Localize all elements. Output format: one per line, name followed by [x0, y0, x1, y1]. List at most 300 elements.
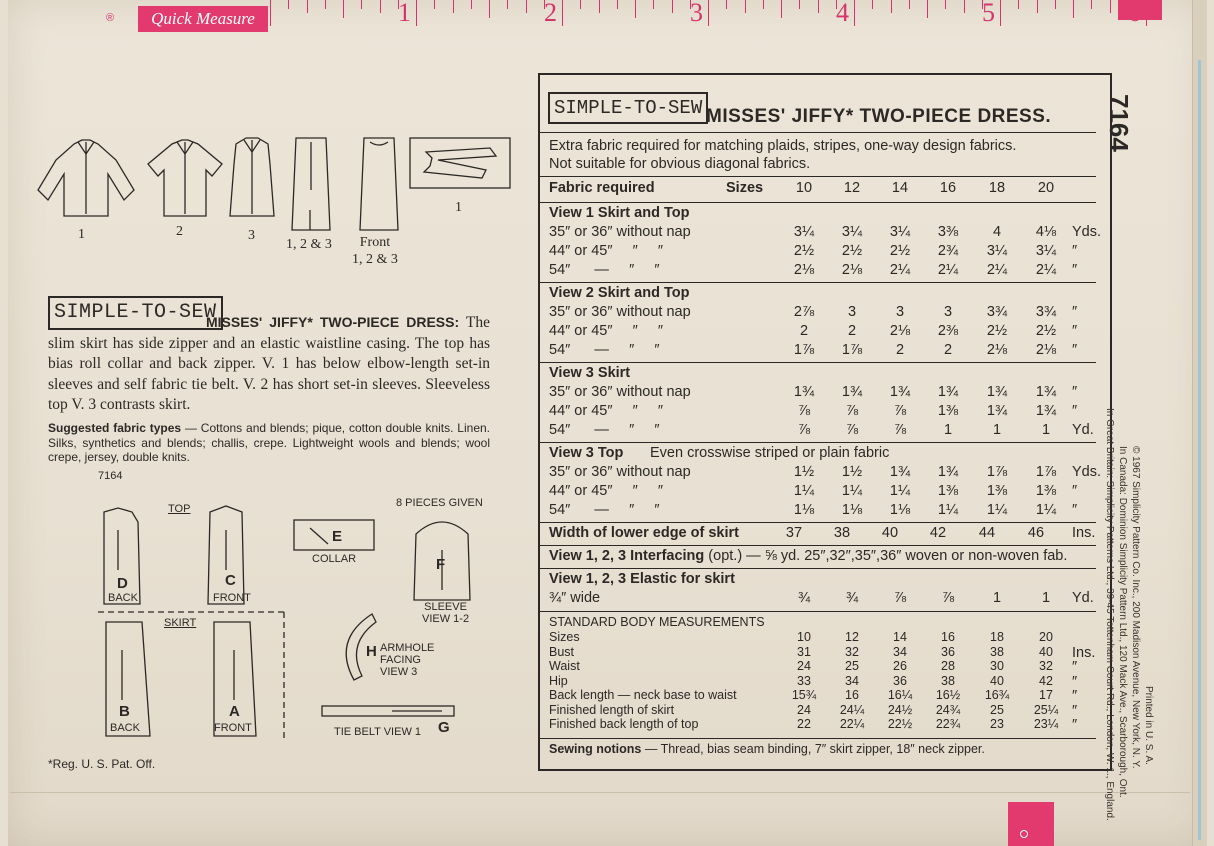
dress-description-text: The slim skirt has side zipper and an elastic waistline casing. The top has bias roll collar and back zipper. V. 1 has below elbow-length set-in sleeves and self fabric tie belt. V. 2 has short set-in sleeves. Sleeveless top V. 3 contrasts skirt.: [48, 314, 490, 413]
value-cell: 1: [1041, 422, 1051, 438]
value-cell: ⅞: [845, 422, 859, 438]
body-measurement-label: Bust: [549, 644, 575, 659]
ruler-tick: [872, 0, 873, 9]
value-cell: 1⅞: [793, 342, 815, 358]
fabric-width-label: 35″ or 36″ without nap: [549, 384, 691, 400]
value-cell: 2: [895, 342, 905, 358]
value-cell: ⅞: [893, 422, 907, 438]
value-cell: 2¼: [889, 262, 911, 278]
value-cell: 1½: [841, 464, 863, 480]
unit-label: ″: [1072, 502, 1078, 518]
envelope-tab-hole: [1020, 830, 1028, 838]
ruler-tick: [580, 0, 581, 9]
rule: [540, 568, 1096, 569]
size-header: 12: [843, 180, 861, 196]
ruler-tick: [891, 0, 892, 13]
value-cell: 1½: [793, 464, 815, 480]
value-cell: 1: [992, 422, 1002, 438]
fabric-width-label: 44″ or 45″ ″ ″: [549, 403, 664, 419]
piece-h-label: ARMHOLE FACING VIEW 3: [380, 642, 435, 678]
value-cell: 1¼: [986, 502, 1008, 518]
value-cell: 3¾: [986, 304, 1008, 320]
unit-label: ″: [1072, 717, 1078, 733]
elastic-value: ¾: [845, 590, 859, 606]
body-measurements-title: STANDARD BODY MEASUREMENTS: [549, 615, 765, 629]
value-cell: 2⅞: [793, 304, 815, 320]
unit-label: ″: [1072, 384, 1078, 400]
ruler-tick: [1037, 0, 1038, 13]
unit-label: ″: [1072, 659, 1078, 675]
value-cell: 14: [893, 630, 907, 644]
value-cell: 16¼: [887, 688, 913, 702]
unit-label: Yd.: [1072, 590, 1094, 606]
unit-label: Yds.: [1072, 224, 1102, 240]
value-cell: 16¾: [984, 688, 1010, 702]
value-cell: 2⅛: [1035, 342, 1057, 358]
value-cell: 2: [943, 342, 953, 358]
width-value: 38: [833, 525, 851, 541]
pattern-number: 7164: [1104, 94, 1134, 152]
fabric-width-label: 35″ or 36″ without nap: [549, 304, 691, 320]
value-cell: 2⅛: [889, 323, 911, 339]
value-cell: 3¼: [841, 224, 863, 240]
value-cell: 1¼: [841, 483, 863, 499]
ruler-number: 4: [836, 0, 849, 27]
ruler-tick: [818, 0, 819, 13]
simple-to-sew-badge-right: SIMPLE-TO-SEW: [548, 92, 708, 124]
garment-label-belt: 1: [455, 200, 462, 215]
garment-illustrations: [34, 130, 514, 270]
value-cell: 1⅜: [1035, 483, 1057, 499]
value-cell: 1¾: [841, 384, 863, 400]
value-cell: 3¾: [1035, 304, 1057, 320]
value-cell: 2½: [841, 243, 863, 259]
ruler-tick: [672, 0, 673, 13]
unit-label: ″: [1072, 688, 1078, 704]
sewing-notions-text: — Thread, bias seam binding, 7″ skirt zipper, 18″ neck zipper.: [641, 741, 985, 756]
ruler-tick: [453, 0, 454, 13]
value-cell: 10: [797, 630, 811, 644]
unit-label: ″: [1072, 403, 1078, 419]
value-cell: 1¼: [1035, 502, 1057, 518]
value-cell: 24: [797, 702, 811, 717]
body-measurement-label: Sizes: [549, 630, 580, 644]
ruler-tick: [799, 0, 800, 9]
value-cell: 2½: [986, 323, 1008, 339]
ruler-tick: [635, 0, 636, 18]
rule: [540, 611, 1096, 612]
body-measurement-label: Waist: [549, 659, 580, 673]
size-header: 10: [795, 180, 813, 196]
sewing-notions-label: Sewing notions: [549, 741, 642, 756]
ruler-tick: [526, 0, 527, 13]
rule: [540, 362, 1096, 363]
elastic-value: ⅞: [893, 590, 907, 606]
fold-line: [10, 792, 1190, 793]
piece-e-label: COLLAR: [312, 553, 357, 565]
value-cell: 1¾: [986, 384, 1008, 400]
ruler-tick: [909, 0, 910, 9]
ruler-label: Quick Measure: [138, 6, 268, 32]
ruler-tick: [1000, 0, 1001, 26]
value-cell: 16½: [935, 688, 961, 702]
value-cell: 33: [797, 673, 811, 688]
value-cell: 30: [990, 659, 1004, 673]
ruler-tick: [307, 0, 308, 13]
ruler-tick: [745, 0, 746, 13]
piece-a-label: FRONT: [214, 722, 252, 734]
skirt-section-label: SKIRT: [164, 617, 197, 629]
suggested-fabrics-text: — Cottons and blends; pique, cotton double knits. Linen. Silks, synthetics and blends; challis, crepe. Lightweight wools and blends; wool crepe, jersey, double knits.: [48, 421, 490, 464]
value-cell: 1¾: [889, 384, 911, 400]
ruler-number: 5: [982, 0, 995, 27]
pieces-given: 8 PIECES GIVEN: [396, 497, 483, 509]
unit-label: ″: [1072, 243, 1078, 259]
section-title: View 2 Skirt and Top: [549, 285, 690, 301]
ruler-tick: [361, 0, 362, 9]
ruler-registered-mark: ®: [106, 12, 115, 24]
value-cell: 4: [992, 224, 1002, 240]
printed-in-usa: Printed in U. S. A.: [1143, 686, 1154, 765]
suggested-fabrics: [48, 421, 490, 465]
value-cell: 31: [797, 644, 811, 659]
width-value: 40: [881, 525, 899, 541]
value-cell: 1⅛: [889, 502, 911, 518]
dress-description: [48, 312, 490, 416]
value-cell: 2⅜: [937, 323, 959, 339]
width-value: 46: [1027, 525, 1045, 541]
value-cell: 12: [845, 630, 859, 644]
value-cell: 38: [941, 673, 955, 688]
value-cell: 3: [943, 304, 953, 320]
piece-f-letter: F: [436, 556, 446, 573]
sizes-label: Sizes: [726, 180, 764, 196]
value-cell: 16: [845, 688, 859, 702]
piece-g-letter: G: [438, 719, 450, 736]
ruler-tick: [599, 0, 600, 13]
value-cell: 20: [1039, 630, 1053, 644]
fabric-width-label: 44″ or 45″ ″ ″: [549, 243, 664, 259]
width-value: 42: [929, 525, 947, 541]
view3-top-drawing: [230, 138, 274, 216]
value-cell: 36: [941, 644, 955, 659]
ruler-tick: [416, 0, 417, 26]
value-cell: 17: [1039, 688, 1053, 702]
value-cell: 24½: [887, 702, 913, 717]
ruler-tick: [726, 0, 727, 9]
value-cell: 40: [1039, 644, 1053, 659]
value-cell: 36: [893, 673, 907, 688]
view2-top-drawing: [148, 140, 222, 216]
value-cell: 2: [847, 323, 857, 339]
piece-b-letter: B: [119, 703, 130, 720]
value-cell: 1⅜: [986, 483, 1008, 499]
value-cell: 3¼: [1035, 243, 1057, 259]
fabric-width-label: 44″ or 45″ ″ ″: [549, 483, 664, 499]
ruler-tick: [343, 0, 344, 18]
value-cell: 1⅜: [937, 483, 959, 499]
ruler-tick: [653, 0, 654, 9]
value-cell: 1: [943, 422, 953, 438]
value-cell: 1¾: [1035, 384, 1057, 400]
fabric-width-label: 44″ or 45″ ″ ″: [549, 323, 664, 339]
dress-title-left: MISSES' JIFFY* TWO-PIECE DRESS:: [206, 314, 460, 330]
value-cell: 3: [847, 304, 857, 320]
piece-f-label: SLEEVE VIEW 1-2: [422, 601, 470, 625]
elastic-width-label: ¾″ wide: [549, 590, 601, 606]
ruler-tick: [1055, 0, 1056, 9]
value-cell: 1¾: [986, 403, 1008, 419]
value-cell: 23¼: [1033, 717, 1059, 731]
value-cell: 1¼: [793, 483, 815, 499]
piece-g-label: TIE BELT VIEW 1: [334, 726, 422, 738]
fabric-width-label: 35″ or 36″ without nap: [549, 224, 691, 240]
elastic-value: 1: [1041, 590, 1051, 606]
unit-label: ″: [1072, 323, 1078, 339]
value-cell: ⅞: [893, 403, 907, 419]
unit-label: ″: [1072, 342, 1078, 358]
value-cell: 3¼: [793, 224, 815, 240]
elastic-value: ¾: [797, 590, 811, 606]
note-diagonal: Not suitable for obvious diagonal fabrics.: [549, 156, 811, 172]
unit-label: Ins.: [1072, 525, 1096, 541]
value-cell: 1¾: [1035, 403, 1057, 419]
garment-label-skirt-front: Front 1, 2 & 3: [352, 235, 398, 267]
value-cell: 42: [1039, 673, 1053, 688]
value-cell: ⅞: [797, 422, 811, 438]
value-cell: 40: [990, 673, 1004, 688]
rule: [540, 522, 1096, 523]
skirt-back-drawing: [292, 138, 330, 230]
value-cell: 2¼: [1035, 262, 1057, 278]
value-cell: 24: [797, 659, 811, 673]
piece-d-letter: D: [117, 575, 128, 592]
value-cell: 24¾: [935, 702, 961, 717]
value-cell: 2½: [1035, 323, 1057, 339]
unit-label: Yd.: [1072, 422, 1094, 438]
value-cell: 25: [845, 659, 859, 673]
garment-label-2: 2: [176, 224, 183, 239]
unit-label: Yds.: [1072, 464, 1102, 480]
copyright-line-3: In Great Britain: Simplicity Patterns Ltd., 39-45 Tottenham Court Rd., London, W. 1., England.: [1104, 408, 1115, 821]
width-lower-edge-label: Width of lower edge of skirt: [549, 525, 739, 541]
elastic-value: ⅞: [941, 590, 955, 606]
value-cell: 18: [990, 630, 1004, 644]
body-measurement-label: Hip: [549, 673, 568, 688]
value-cell: 38: [990, 644, 1004, 659]
garment-label-skirt: 1, 2 & 3: [286, 237, 332, 252]
unit-label: ″: [1072, 673, 1078, 690]
value-cell: 1⅞: [986, 464, 1008, 480]
value-cell: 4⅛: [1035, 224, 1057, 240]
ruler-number: 2: [544, 0, 557, 27]
ruler-tick: [325, 0, 326, 9]
piece-h-letter: H: [366, 643, 377, 660]
piece-e-letter: E: [332, 528, 343, 545]
ruler-tick: [1091, 0, 1092, 9]
rule: [540, 132, 1096, 133]
piece-c-letter: C: [225, 572, 236, 589]
value-cell: 22¾: [935, 717, 961, 731]
elastic-value: 1: [992, 590, 1002, 606]
value-cell: 22¼: [839, 717, 865, 731]
piece-a-letter: A: [229, 703, 240, 720]
value-cell: 1⅞: [1035, 464, 1057, 480]
value-cell: 1¾: [937, 464, 959, 480]
value-cell: 1¾: [937, 384, 959, 400]
fabric-width-label: 54″ — ″ ″: [549, 262, 660, 278]
value-cell: 3: [895, 304, 905, 320]
body-measurement-label: Finished length of skirt: [549, 702, 675, 717]
value-cell: 2¼: [937, 262, 959, 278]
section-title: View 1 Skirt and Top: [549, 205, 690, 221]
ruler-tick: [288, 0, 289, 9]
section-title: View 3 Skirt: [549, 365, 631, 381]
ruler-tick: [562, 0, 563, 26]
width-value: 44: [978, 525, 996, 541]
value-cell: 24¼: [839, 702, 865, 717]
piece-b-label: BACK: [110, 722, 140, 734]
ruler-number: 3: [690, 0, 703, 27]
value-cell: 2½: [889, 243, 911, 259]
ruler-tick: [434, 0, 435, 9]
fabric-width-label: 54″ — ″ ″: [549, 422, 660, 438]
value-cell: 22½: [887, 717, 913, 731]
registered-note: *Reg. U. S. Pat. Off.: [48, 757, 156, 771]
piece-c-label: FRONT: [213, 592, 251, 604]
ruler-tick: [964, 0, 965, 13]
body-measurement-label: Back length — neck base to waist: [549, 688, 737, 702]
size-header: 18: [988, 180, 1006, 196]
value-cell: 32: [1039, 659, 1053, 673]
piece-d-label: BACK: [108, 592, 138, 604]
ruler-tick: [617, 0, 618, 9]
unit-label: ″: [1072, 702, 1078, 719]
value-cell: 2⅛: [986, 342, 1008, 358]
ruler-tick: [380, 0, 381, 13]
fabric-required-label: Fabric required: [549, 180, 655, 196]
ruler-tick: [763, 0, 764, 9]
fabric-width-label: 54″ — ″ ″: [549, 342, 660, 358]
ruler-tick: [945, 0, 946, 9]
value-cell: 28: [941, 659, 955, 673]
value-cell: 1¾: [793, 384, 815, 400]
value-cell: 25: [990, 702, 1004, 717]
note-matching-plaids: Extra fabric required for matching plaids, stripes, one-way design fabrics.: [549, 138, 1017, 154]
value-cell: 26: [893, 659, 907, 673]
fabric-width-label: 35″ or 36″ without nap: [549, 464, 691, 480]
unit-label: Ins.: [1072, 644, 1096, 661]
rule: [540, 176, 1096, 177]
simple-to-sew-badge-left: SIMPLE-TO-SEW: [48, 296, 223, 330]
value-cell: 2½: [793, 243, 815, 259]
value-cell: 1¼: [889, 483, 911, 499]
fabric-width-label: 54″ — ″ ″: [549, 502, 660, 518]
ruler-tick: [708, 0, 709, 26]
size-header: 16: [939, 180, 957, 196]
value-cell: 15¾: [791, 688, 817, 702]
ruler-tick: [270, 0, 271, 26]
ruler-tick: [781, 0, 782, 18]
value-cell: 2⅛: [793, 262, 815, 278]
envelope-tab: [1008, 802, 1054, 846]
interfacing-title: View 1, 2, 3 Interfacing: [549, 548, 705, 564]
value-cell: 34: [893, 644, 907, 659]
size-header: 20: [1037, 180, 1055, 196]
rule: [540, 202, 1096, 203]
pattern-number-small: 7164: [98, 470, 123, 482]
value-cell: 32: [845, 644, 859, 659]
view1-top-drawing: [38, 140, 134, 216]
rule: [540, 545, 1096, 546]
ruler-tick: [1110, 0, 1111, 13]
ruler-tick: [471, 0, 472, 9]
garment-label-1: 1: [78, 227, 85, 242]
value-cell: 2¼: [986, 262, 1008, 278]
value-cell: 1⅜: [937, 403, 959, 419]
ruler-tick: [489, 0, 490, 18]
value-cell: 3¼: [889, 224, 911, 240]
skirt-front-drawing: [360, 138, 398, 230]
unit-label: ″: [1072, 304, 1078, 320]
value-cell: 3⅜: [937, 224, 959, 240]
value-cell: 2¾: [937, 243, 959, 259]
rule: [540, 738, 1096, 739]
size-header: 14: [891, 180, 909, 196]
top-section-label: TOP: [168, 503, 191, 515]
copyright-line-1: © 1967 Simplicity Pattern Co. Inc., 200 Madison Avenue, New York, N. Y.: [1130, 446, 1141, 769]
dress-title-right: MISSES' JIFFY* TWO-PIECE DRESS.: [706, 106, 1052, 127]
value-cell: 1⅞: [841, 342, 863, 358]
value-cell: 1⅛: [793, 502, 815, 518]
ruler-tick: [854, 0, 855, 26]
ruler-tick: [507, 0, 508, 9]
value-cell: 25¼: [1033, 702, 1059, 717]
section-title: View 3 Top: [549, 445, 624, 461]
rule: [540, 282, 1096, 283]
ruler-tick: [927, 0, 928, 18]
value-cell: 3¼: [986, 243, 1008, 259]
value-cell: ⅞: [797, 403, 811, 419]
rule: [540, 442, 1096, 443]
value-cell: ⅞: [845, 403, 859, 419]
value-cell: 22: [797, 717, 811, 731]
copyright-line-2: In Canada: Dominion Simplicity Pattern Ltd., 120 Mack Ave., Scarborough, Ont.: [1117, 446, 1128, 798]
value-cell: 16: [941, 630, 955, 644]
value-cell: 1¼: [937, 502, 959, 518]
value-cell: 1⅛: [841, 502, 863, 518]
body-measurement-label: Finished back length of top: [549, 717, 699, 731]
value-cell: 2: [799, 323, 809, 339]
unit-label: ″: [1072, 262, 1078, 278]
interfacing-row: [549, 548, 1067, 564]
ruler-tick: [1073, 0, 1074, 18]
sewing-notions: [549, 742, 985, 756]
ruler-tick: [1018, 0, 1019, 9]
garment-label-3: 3: [248, 228, 255, 243]
width-value: 37: [785, 525, 803, 541]
ruler-cap: [1118, 0, 1162, 20]
value-cell: 34: [845, 673, 859, 688]
unit-label: ″: [1072, 483, 1078, 499]
value-cell: 23: [990, 717, 1004, 731]
value-cell: 2⅛: [841, 262, 863, 278]
ruler-number: 1: [398, 0, 411, 27]
interfacing-text: (opt.) — ⅝ yd. 25″,32″,35″,36″ woven or non-woven fab.: [704, 548, 1068, 564]
section-subtitle: Even crosswise striped or plain fabric: [650, 445, 890, 461]
envelope-edge-stripe: [1198, 60, 1201, 840]
value-cell: 1¾: [889, 464, 911, 480]
